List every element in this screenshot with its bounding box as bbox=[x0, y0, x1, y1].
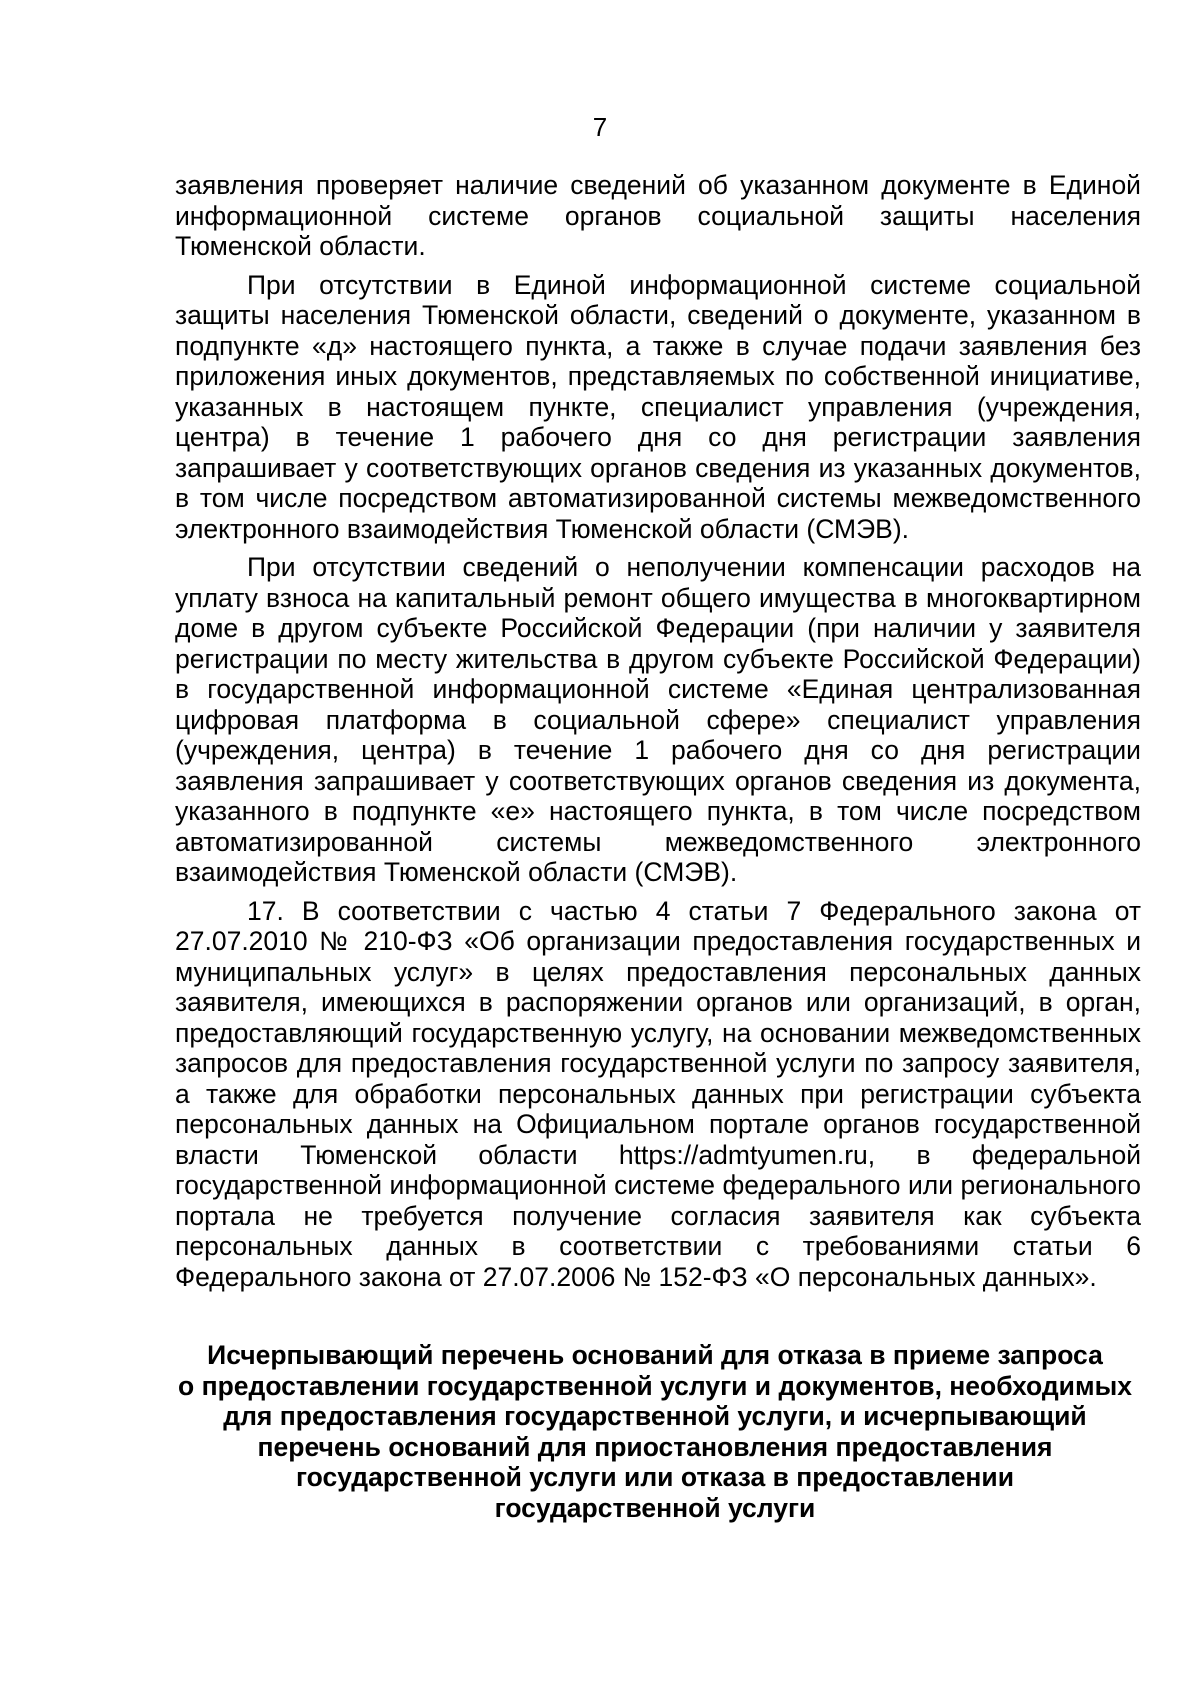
paragraph-item-17: 17. В соответствии с частью 4 статьи 7 Федерального закона от 27.07.2010 № 210-ФЗ «Об организации предоставления государственных и муниципальных услуг» в целях предоставления персональных данных заявителя, имеющихся в распоряжении органов или организаций, в орган, предоставляющий государственную услугу, на основании межведомственных запросов для предоставления государственной услуги по запросу заявителя, а также для обработки персональных данных при регистрации субъекта персональных данных на Официальном портале органов государственной власти Тюменской области https://admtyumen.ru, в федеральной государственной информационной системе федерального или регионального портала не требуется получение согласия заявителя как субъекта персональных данных в соответствии с требованиями статьи 6 Федерального закона от 27.07.2006 № 152-ФЗ «О персональных данных». bbox=[175, 895, 1141, 1292]
heading-line: государственной услуги bbox=[494, 1492, 816, 1523]
heading-line: государственной услуги или отказа в предоставлении bbox=[295, 1462, 1015, 1492]
paragraph-no-compensation-info: При отсутствии сведений о неполучении компенсации расходов на уплату взноса на капитальный ремонт общего имущества в многоквартирном доме в другом субъекте Российской Федерации (при наличии у заявителя регистрации по месту жительства в другом субъекте Российской Федерации) в государственной информационной системе «Единая централизованная цифровая платформа в социальной сфере» специалист управления (учреждения, центра) в течение 1 рабочего дня со дня регистрации заявления запрашивает у соответствующих органов сведения из документа, указанного в подпункте «е» настоящего пункта, в том числе посредством автоматизированной системы межведомственного электронного взаимодействия Тюменской области (СМЭВ). bbox=[175, 552, 1141, 887]
heading-line: о предоставлении государственной услуги и документов, необходимых bbox=[178, 1370, 1132, 1401]
section-heading bbox=[150, 1340, 1160, 1523]
heading-line: для предоставления государственной услуги, и исчерпывающий bbox=[223, 1401, 1087, 1431]
page-number: 7 bbox=[592, 112, 608, 142]
body-text bbox=[175, 170, 1141, 1300]
heading-line: перечень оснований для приостановления предоставления bbox=[257, 1431, 1053, 1462]
heading-line: Исчерпывающий перечень оснований для отказа в приеме запроса bbox=[207, 1340, 1103, 1370]
paragraph-continuation: заявления проверяет наличие сведений об указанном документе в Единой информационной системе органов социальной защиты населения Тюменской области. bbox=[175, 170, 1141, 261]
paragraph-no-info-in-eis: При отсутствии в Единой информационной системе социальной защиты населения Тюменской области, сведений о документе, указанном в подпункте «д» настоящего пункта, а также в случае подачи заявления без приложения иных документов, представляемых по собственной инициативе, указанных в настоящем пункте, специалист управления (учреждения, центра) в течение 1 рабочего дня со дня регистрации заявления запрашивает у соответствующих органов сведения из указанных документов, в том числе посредством автоматизированной системы межведомственного электронного взаимодействия Тюменской области (СМЭВ). bbox=[175, 269, 1141, 544]
